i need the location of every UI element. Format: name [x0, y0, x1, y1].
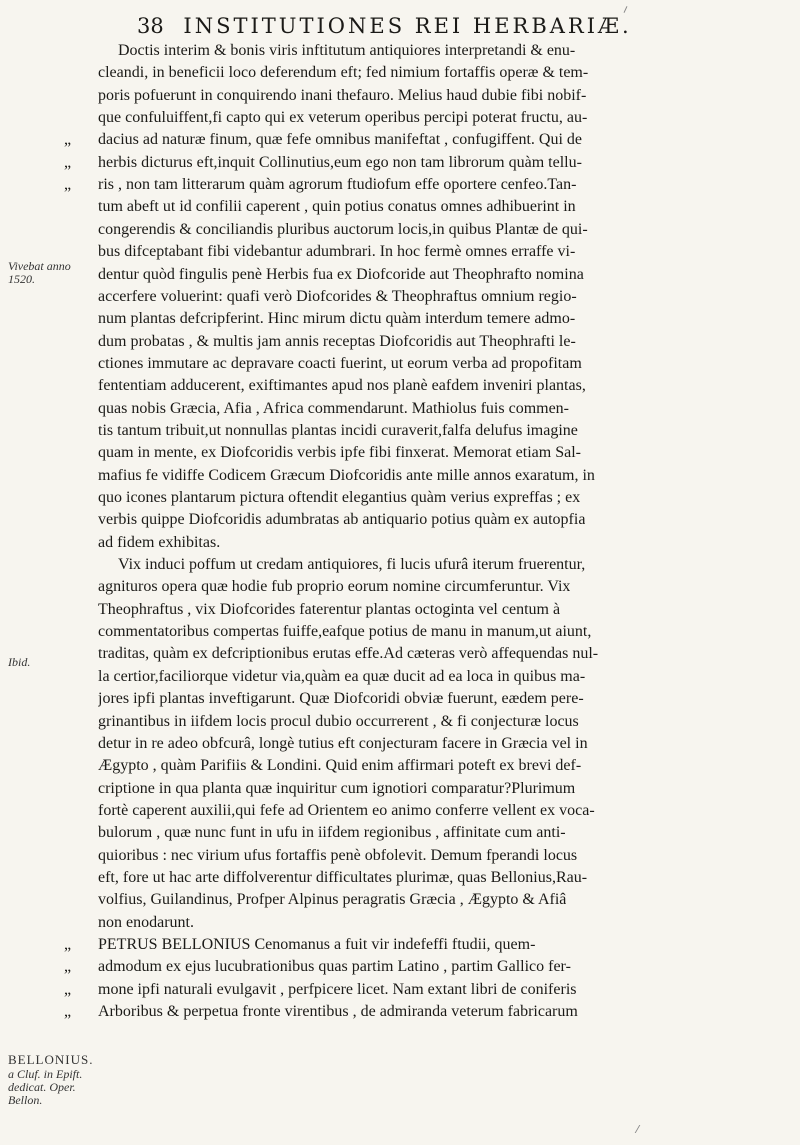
text-line-content: verbis quippe Diofcoridis adumbratas ab antiquario potius quàm ex autopfia	[98, 511, 586, 529]
text-line	[98, 822, 566, 844]
text-line-content: bulorum , quæ nunc funt in ufu in iifdem regionibus , affinitate cum anti-	[98, 824, 566, 842]
text-line-content: ris , non tam litterarum quàm agrorum ftudiofum effe oportere cenfeo.Tan-	[98, 176, 577, 194]
text-line	[98, 331, 576, 353]
text-line	[98, 509, 585, 531]
text-line-content: Doctis interim & bonis viris inftitutum antiquiores interpretandi & enu-	[118, 42, 576, 59]
quote-mark: „	[64, 1003, 72, 1021]
running-header	[137, 14, 737, 38]
text-line-content: quioribus : nec virium ufus fortaffis penè obfolevit. Demum fperandi locus	[98, 846, 578, 864]
text-line	[98, 666, 585, 688]
text-line-content: cleandi, in beneficii loco deferendum eft; fed nimium fortaffis operæ & tem-	[98, 64, 589, 82]
text-line-content: accerfere voluerint: quafi verò Diofcorides & Theophraftus omnium regio-	[98, 287, 577, 305]
text-line-content: volfius, Guilandinus, Profper Alpinus peragratis Græcia , Ægypto & Afiâ	[98, 891, 567, 909]
text-line-content: tis tantum tribuit,ut nonnullas plantas incidi curaverit,falfa delufus imagine	[98, 421, 578, 439]
ink-mark	[624, 6, 628, 13]
text-line	[98, 576, 570, 598]
text-line	[98, 241, 575, 263]
text-line-content: que confuluiffent,fi capto qui ex veterum operibus percipi poterat fructu, au-	[98, 109, 588, 127]
text-line-content: detur in re adeo obfcurâ, longè tutius eft conjecturam facere in Græcia vel in	[98, 734, 588, 752]
text-line-content: poris pofuerunt in conquirendo inani thefauro. Melius haud dubie fibi nobif-	[98, 86, 587, 104]
quote-mark: „	[64, 176, 72, 194]
text-line-content: traditas, quàm ex defcriptionibus erutas effe.Ad cæteras verò affequendas nul-	[98, 645, 599, 663]
text-line-content: Arboribus & perpetua fronte virentibus , de admiranda veterum fabricarum	[98, 1003, 578, 1021]
text-line-content: dum probatas , & multis jam annis receptas Diofcoridis aut Theophrafti le-	[98, 332, 576, 350]
text-line-content: grinantibus in iifdem locis procul dubio occurrerent , & fi conjecturæ locus	[98, 712, 579, 730]
text-line-content: Vix induci poffum ut credam antiquiores, fi lucis ufurâ iterum fruerentur,	[118, 556, 586, 574]
text-line	[98, 375, 586, 397]
text-line-content: agnituros opera quæ hodie fub proprio eorum nomine circumferuntur. Vix	[98, 578, 571, 596]
quote-mark: „	[64, 980, 72, 998]
text-line-content: Theophraftus , vix Diofcorides faterentur plantas octoginta vel centum à	[98, 600, 561, 618]
text-line	[64, 152, 582, 174]
text-line	[98, 286, 577, 308]
text-line	[98, 711, 579, 733]
text-line	[118, 554, 585, 576]
text-line	[98, 800, 595, 822]
pencil-mark	[635, 1125, 647, 1133]
text-line-content: admodum ex ejus lucubrationibus quas partim Latino , partim Gallico fer-	[98, 958, 571, 976]
text-line-content: jores ipfi plantas inveftigarunt. Quæ Diofcoridi obviæ fuerunt, eædem pere-	[98, 690, 584, 708]
text-line	[98, 845, 577, 867]
text-line	[98, 733, 588, 755]
text-line-content: ad fidem exhibitas.	[98, 533, 221, 551]
text-line	[98, 889, 566, 911]
text-line-content: mone ipfi naturali evulgavit , perfpicere licet. Nam extant libri de coniferis	[98, 980, 577, 998]
text-line-content: fortè caperent auxilii,qui fefe ad Orientem eo animo conferre vellent ex voca-	[98, 801, 595, 819]
text-line-content: quam in mente, ex Diofcoridis verbis ipfe fibi finxerat. Memorat etiam Sal-	[98, 444, 581, 462]
text-line	[98, 107, 587, 129]
text-line	[98, 621, 591, 643]
text-line-content: quas nobis Græcia, Afia , Africa commendarunt. Mathiolus fuis commen-	[98, 399, 570, 417]
text-line-content: commentatoribus compertas fuiffe,eafque potius de manu in manum,ut aiunt,	[98, 623, 592, 641]
text-line	[98, 688, 584, 710]
running-title: INSTITUTIONES REI HERBARIÆ.	[183, 14, 632, 38]
text-line-content: ctiones immutare ac depravare coacti fuerint, ut eorum verba ad propofitam	[98, 354, 582, 372]
text-line	[98, 264, 584, 286]
text-line	[64, 979, 576, 1001]
quote-mark: „	[64, 131, 72, 149]
text-line	[98, 398, 569, 420]
quote-mark: „	[64, 153, 72, 171]
text-line-content: non enodarunt.	[98, 913, 194, 931]
margin-footnote: a Cluf. in Epift. dedicat. Oper. Bellon.	[8, 1067, 83, 1107]
quote-mark: „	[64, 958, 72, 976]
text-line-content: quo icones plantarum pictura oftendit elegantius quàm verius expreffas ; ex	[98, 489, 581, 506]
quote-mark: „	[64, 936, 72, 953]
text-line	[64, 1001, 578, 1023]
text-line-content: tum abeft ut id confilii caperent , quin potius conatus omnes adhibuerint in	[98, 198, 576, 216]
text-line-content: dentur quòd fingulis penè Herbis fua ex Diofcoride aut Theophrafto nomina	[98, 265, 584, 283]
text-line-content: num plantas defcripferint. Hinc mirum dictu quàm interdum temere admo-	[98, 310, 576, 328]
text-line	[98, 778, 575, 800]
text-line	[64, 934, 535, 956]
text-line	[98, 599, 560, 621]
text-line	[64, 129, 582, 151]
text-line-content: congerendis & conciliandis pluribus auctorum locis,in quibus Plantæ de qui-	[98, 220, 588, 238]
text-line	[118, 40, 575, 62]
page-number: 38	[137, 14, 164, 38]
text-line-content: Ægypto , quàm Parifiis & Londini. Quid enim affirmari poteft ex brevi def-	[98, 757, 582, 775]
text-line	[64, 956, 571, 978]
margin-note-ibid: Ibid.	[8, 655, 31, 669]
text-line	[98, 532, 220, 554]
text-line-content: bus difceptabant fibi videbantur adumbrari. In hoc fermè omnes erraffe vi-	[98, 243, 576, 261]
text-line-content: criptione in qua planta quæ inquiritur cum ignotiori comparatur?Plurimum	[98, 779, 576, 797]
text-line-content: mafius fe vidiffe Codicem Græcum Diofcoridis ante mille annos exaratum, in	[98, 466, 595, 484]
text-line	[98, 196, 576, 218]
text-line-content: fententiam adducerent, exiftimantes apud nos planè eafdem inveniri plantas,	[98, 377, 586, 395]
text-line-content: la certior,faciliorque videtur via,quàm ea quæ ducit ad ea loca in quibus ma-	[98, 667, 586, 685]
text-line	[98, 755, 581, 777]
text-line	[98, 420, 578, 442]
text-line	[98, 62, 588, 84]
text-line	[98, 442, 581, 464]
text-line-content: dacius ad naturæ finum, quæ fefe omnibus manifeftat , confugiffent. Qui de	[98, 131, 583, 149]
text-line	[98, 643, 598, 665]
text-line-content: herbis dicturus eft,inquit Collinutius,eum ego non tam librorum quàm tellu-	[98, 153, 582, 171]
text-line	[98, 353, 582, 375]
text-line	[98, 85, 586, 107]
text-line-content: eft, fore ut hac arte diffolverentur difficultates plurimæ, quas Bellonius,Rau-	[98, 868, 588, 886]
text-line	[98, 308, 575, 330]
text-line	[98, 487, 580, 509]
text-line	[98, 219, 588, 241]
text-line	[98, 465, 595, 487]
text-line	[98, 912, 194, 934]
text-line	[64, 174, 576, 196]
text-line-content: PETRUS BELLONIUS Cenomanus a fuit vir indefeffi ftudii, quem-	[98, 936, 536, 953]
margin-note-bellonius: BELLONIUS.	[8, 1052, 94, 1067]
text-line	[98, 867, 587, 889]
margin-note-vivebat: Vivebat anno 1520.	[8, 259, 71, 286]
